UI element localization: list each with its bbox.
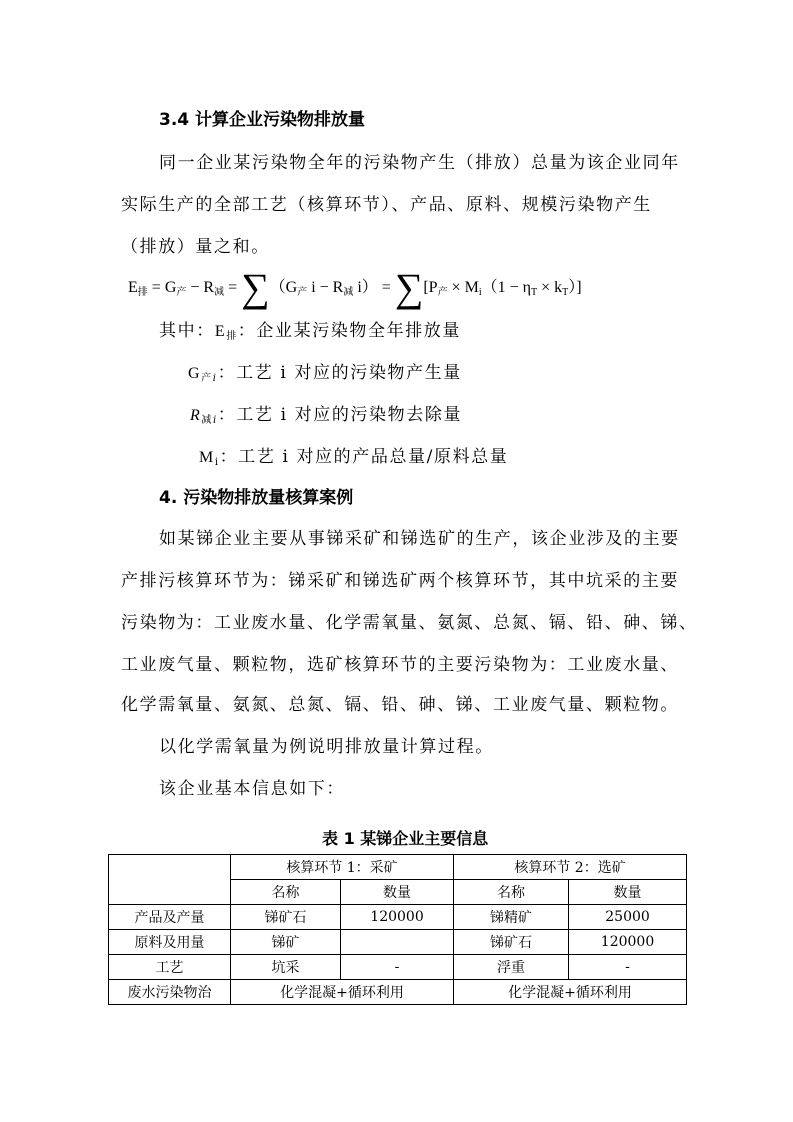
formula-term: i − R bbox=[307, 279, 344, 296]
definition-symbol: G bbox=[188, 365, 202, 382]
formula-eq: = bbox=[377, 279, 395, 296]
definition-r bbox=[190, 400, 462, 426]
paragraph-line: 污染物为：工业废水量、化学需氧量、氨氮、总氮、镉、铅、砷、锑、 bbox=[121, 613, 698, 633]
formula-r: R bbox=[203, 279, 215, 296]
formula-term: ）] bbox=[568, 279, 582, 296]
stage-1-header: 核算环节 1：采矿 bbox=[231, 855, 454, 880]
table-cell: 120000 bbox=[341, 905, 454, 930]
paragraph-line: （排放）量之和。 bbox=[121, 237, 270, 257]
stage-2-header: 核算环节 2：选矿 bbox=[454, 855, 687, 880]
definition-symbol-sub: 减 bbox=[201, 415, 213, 426]
definition-text: ：工艺 i 对应的污染物去除量 bbox=[217, 405, 463, 425]
paragraph-line: 实际生产的全部工艺（核算环节）、产品、原料、规模污染物产生 bbox=[121, 195, 652, 215]
definition-symbol: M bbox=[199, 449, 215, 466]
formula-term: i） bbox=[353, 279, 378, 296]
definition-text: ：工艺 i 对应的污染物产生量 bbox=[217, 363, 462, 383]
definition-g bbox=[188, 358, 462, 384]
definition-text: ：企业某污染物全年排放量 bbox=[237, 321, 461, 341]
table-cell: 化学混凝+循环利用 bbox=[231, 980, 454, 1005]
definition-text: ：工艺 i 对应的产品总量/原料总量 bbox=[219, 447, 509, 467]
table-cell bbox=[341, 930, 454, 955]
definition-symbol: R bbox=[190, 407, 202, 424]
emission-formula bbox=[128, 265, 582, 310]
definition-prefix: 其中： bbox=[159, 321, 215, 341]
col-qty-header: 数量 bbox=[341, 880, 454, 905]
definition-symbol-sub: 排 bbox=[226, 331, 238, 342]
formula-e-sub: 排 bbox=[137, 287, 148, 298]
formula-e: E bbox=[128, 279, 138, 296]
paragraph-line: 该企业基本信息如下： bbox=[159, 779, 345, 799]
formula-term-sub: 产 bbox=[297, 287, 308, 298]
paragraph-line: 以化学需氧量为例说明排放量计算过程。 bbox=[159, 737, 494, 757]
paragraph-line: 化学需氧量、氨氮、总氮、镉、铅、砷、锑、工业废气量、颗粒物。 bbox=[121, 695, 679, 715]
definition-symbol-index: i bbox=[212, 415, 218, 426]
table-cell: - bbox=[341, 955, 454, 980]
table-cell: 锑矿石 bbox=[231, 905, 341, 930]
enterprise-info-table bbox=[108, 854, 687, 1005]
table-corner-cell bbox=[109, 855, 231, 905]
table-row bbox=[109, 905, 687, 930]
table-caption: 表 1 某锑企业主要信息 bbox=[322, 829, 489, 848]
paragraph-line: 同一企业某污染物全年的污染物产生（排放）总量为该企业同年 bbox=[159, 153, 680, 173]
formula-term: （1 − η bbox=[481, 279, 531, 296]
table-cell: 锑精矿 bbox=[454, 905, 569, 930]
formula-term: × M bbox=[447, 279, 479, 296]
definition-symbol-sub: i bbox=[214, 457, 220, 468]
formula-term: （G bbox=[269, 279, 298, 296]
sigma-symbol: ∑ bbox=[394, 265, 424, 310]
row-label: 原料及用量 bbox=[109, 930, 231, 955]
formula-term: [P bbox=[423, 279, 438, 296]
formula-eq: = bbox=[147, 279, 165, 296]
formula-term: × k bbox=[537, 279, 563, 296]
section-3-4-title: 3.4 计算企业污染物排放量 bbox=[159, 110, 366, 130]
formula-term-sub: 减 bbox=[343, 287, 354, 298]
formula-eq: = bbox=[224, 279, 242, 296]
table-cell: 坑采 bbox=[231, 955, 341, 980]
definition-symbol: E bbox=[214, 323, 227, 340]
paragraph-line: 产排污核算环节为：锑采矿和锑选矿两个核算环节，其中坑采的主要 bbox=[121, 571, 679, 591]
table-cell: 120000 bbox=[569, 930, 687, 955]
formula-g: G bbox=[164, 279, 177, 296]
table-cell: 化学混凝+循环利用 bbox=[454, 980, 687, 1005]
paragraph-line: 工业废气量、颗粒物，选矿核算环节的主要污染物为：工业废水量、 bbox=[121, 655, 679, 675]
row-label: 产品及产量 bbox=[109, 905, 231, 930]
definition-m bbox=[199, 442, 508, 468]
table-cell: 锑矿石 bbox=[454, 930, 569, 955]
formula-term-sub: T bbox=[562, 287, 569, 298]
formula-minus: − bbox=[186, 279, 204, 296]
table-row bbox=[109, 955, 687, 980]
table-row bbox=[109, 930, 687, 955]
formula-g-sub: 产 bbox=[176, 287, 187, 298]
table-row bbox=[109, 980, 687, 1005]
table-cell: 浮重 bbox=[454, 955, 569, 980]
row-label: 废水污染物治 bbox=[109, 980, 231, 1005]
definition-symbol-sub: 产 bbox=[201, 373, 213, 384]
table-cell: 锑矿 bbox=[231, 930, 341, 955]
paragraph-line: 如某锑企业主要从事锑采矿和锑选矿的生产，该企业涉及的主要 bbox=[159, 529, 680, 549]
col-name-header: 名称 bbox=[231, 880, 341, 905]
section-4-title: 4. 污染物排放量核算案例 bbox=[159, 488, 354, 508]
formula-term-sub: i bbox=[478, 287, 482, 298]
formula-r-sub: 减 bbox=[214, 287, 225, 298]
formula-term-sub: T bbox=[531, 287, 538, 298]
definition-e bbox=[159, 316, 461, 342]
col-name-header: 名称 bbox=[454, 880, 569, 905]
definition-symbol-index: i bbox=[212, 373, 218, 384]
col-qty-header: 数量 bbox=[569, 880, 687, 905]
row-label: 工艺 bbox=[109, 955, 231, 980]
sigma-symbol: ∑ bbox=[241, 265, 270, 310]
table-header-row bbox=[109, 855, 687, 880]
table-cell: - bbox=[569, 955, 687, 980]
formula-term-sub: 产 bbox=[437, 287, 448, 298]
table-cell: 25000 bbox=[569, 905, 687, 930]
